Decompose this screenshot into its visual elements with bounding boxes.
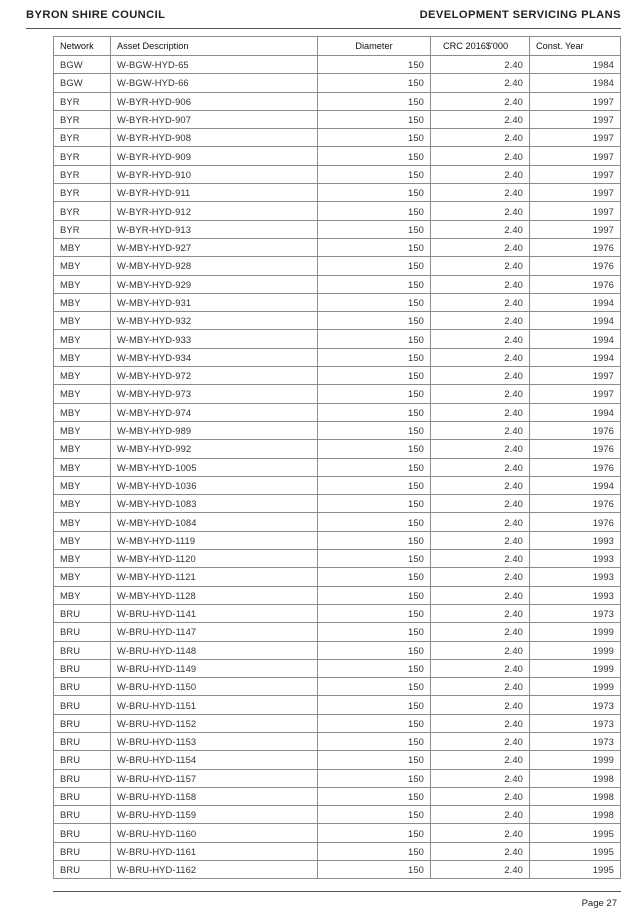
diameter-cell: 150	[318, 787, 431, 805]
table-row	[54, 238, 621, 256]
diameter-cell: 150	[318, 293, 431, 311]
network-cell: BYR	[54, 129, 111, 147]
network-cell: BYR	[54, 220, 111, 238]
table-row	[54, 495, 621, 513]
asset-description-cell: W-BRU-HYD-1162	[111, 861, 318, 879]
table-row	[54, 147, 621, 165]
network-cell: MBY	[54, 257, 111, 275]
crc-cell: 2.40	[431, 769, 530, 787]
network-cell: BGW	[54, 74, 111, 92]
crc-cell: 2.40	[431, 806, 530, 824]
table-row	[54, 440, 621, 458]
diameter-cell: 150	[318, 806, 431, 824]
const-year-cell: 1997	[530, 385, 621, 403]
page-header	[26, 9, 621, 25]
diameter-cell: 150	[318, 56, 431, 74]
network-cell: BRU	[54, 861, 111, 879]
const-year-cell: 1976	[530, 495, 621, 513]
table-body	[54, 56, 621, 879]
table-row	[54, 165, 621, 183]
diameter-cell: 150	[318, 495, 431, 513]
network-cell: BRU	[54, 659, 111, 677]
crc-cell: 2.40	[431, 257, 530, 275]
asset-description-cell: W-BRU-HYD-1152	[111, 714, 318, 732]
diameter-cell: 150	[318, 732, 431, 750]
crc-cell: 2.40	[431, 696, 530, 714]
const-year-cell: 1976	[530, 513, 621, 531]
asset-description-cell: W-BRU-HYD-1151	[111, 696, 318, 714]
asset-description-cell: W-BRU-HYD-1149	[111, 659, 318, 677]
const-year-cell: 1997	[530, 165, 621, 183]
network-cell: BRU	[54, 806, 111, 824]
asset-description-cell: W-MBY-HYD-934	[111, 348, 318, 366]
crc-cell: 2.40	[431, 293, 530, 311]
asset-description-cell: W-MBY-HYD-1036	[111, 476, 318, 494]
table-row	[54, 202, 621, 220]
table-row	[54, 312, 621, 330]
table-row	[54, 550, 621, 568]
diameter-cell: 150	[318, 623, 431, 641]
crc-cell: 2.40	[431, 348, 530, 366]
crc-cell: 2.40	[431, 842, 530, 860]
column-header-diameter: Diameter	[318, 37, 431, 56]
crc-cell: 2.40	[431, 787, 530, 805]
asset-description-cell: W-BRU-HYD-1147	[111, 623, 318, 641]
table-row	[54, 330, 621, 348]
network-cell: MBY	[54, 550, 111, 568]
asset-description-cell: W-BRU-HYD-1141	[111, 604, 318, 622]
diameter-cell: 150	[318, 147, 431, 165]
asset-description-cell: W-MBY-HYD-989	[111, 421, 318, 439]
table-row	[54, 586, 621, 604]
diameter-cell: 150	[318, 74, 431, 92]
table-row	[54, 367, 621, 385]
const-year-cell: 1994	[530, 312, 621, 330]
crc-cell: 2.40	[431, 641, 530, 659]
table-row	[54, 385, 621, 403]
const-year-cell: 1973	[530, 714, 621, 732]
crc-cell: 2.40	[431, 550, 530, 568]
column-header-crc: CRC 2016$'000	[431, 37, 530, 56]
asset-description-cell: W-BYR-HYD-913	[111, 220, 318, 238]
diameter-cell: 150	[318, 257, 431, 275]
diameter-cell: 150	[318, 202, 431, 220]
diameter-cell: 150	[318, 458, 431, 476]
diameter-cell: 150	[318, 348, 431, 366]
table-row	[54, 696, 621, 714]
asset-description-cell: W-BRU-HYD-1157	[111, 769, 318, 787]
const-year-cell: 1999	[530, 751, 621, 769]
asset-description-cell: W-MBY-HYD-932	[111, 312, 318, 330]
const-year-cell: 1993	[530, 586, 621, 604]
crc-cell: 2.40	[431, 238, 530, 256]
crc-cell: 2.40	[431, 714, 530, 732]
crc-cell: 2.40	[431, 165, 530, 183]
asset-description-cell: W-BGW-HYD-65	[111, 56, 318, 74]
network-cell: BRU	[54, 769, 111, 787]
crc-cell: 2.40	[431, 586, 530, 604]
const-year-cell: 1973	[530, 604, 621, 622]
crc-cell: 2.40	[431, 531, 530, 549]
asset-description-cell: W-BRU-HYD-1154	[111, 751, 318, 769]
table-row	[54, 824, 621, 842]
network-cell: MBY	[54, 312, 111, 330]
const-year-cell: 1976	[530, 257, 621, 275]
network-cell: MBY	[54, 458, 111, 476]
table-row	[54, 184, 621, 202]
diameter-cell: 150	[318, 659, 431, 677]
diameter-cell: 150	[318, 165, 431, 183]
crc-cell: 2.40	[431, 623, 530, 641]
diameter-cell: 150	[318, 550, 431, 568]
const-year-cell: 1973	[530, 732, 621, 750]
network-cell: MBY	[54, 586, 111, 604]
network-cell: MBY	[54, 495, 111, 513]
crc-cell: 2.40	[431, 568, 530, 586]
table-row	[54, 769, 621, 787]
crc-cell: 2.40	[431, 732, 530, 750]
council-name: BYRON SHIRE COUNCIL	[26, 9, 166, 21]
document-title: DEVELOPMENT SERVICING PLANS	[419, 9, 621, 21]
table-row	[54, 458, 621, 476]
diameter-cell: 150	[318, 513, 431, 531]
table-row	[54, 275, 621, 293]
asset-description-cell: W-BRU-HYD-1159	[111, 806, 318, 824]
diameter-cell: 150	[318, 440, 431, 458]
const-year-cell: 1995	[530, 861, 621, 879]
const-year-cell: 1976	[530, 440, 621, 458]
network-cell: BRU	[54, 732, 111, 750]
column-header-network: Network	[54, 37, 111, 56]
asset-description-cell: W-BYR-HYD-912	[111, 202, 318, 220]
network-cell: BRU	[54, 604, 111, 622]
const-year-cell: 1976	[530, 275, 621, 293]
table-row	[54, 110, 621, 128]
asset-description-cell: W-MBY-HYD-1128	[111, 586, 318, 604]
asset-description-cell: W-BRU-HYD-1158	[111, 787, 318, 805]
table-row	[54, 513, 621, 531]
crc-cell: 2.40	[431, 129, 530, 147]
table-row	[54, 806, 621, 824]
const-year-cell: 1997	[530, 184, 621, 202]
const-year-cell: 1994	[530, 476, 621, 494]
crc-cell: 2.40	[431, 275, 530, 293]
network-cell: BRU	[54, 751, 111, 769]
const-year-cell: 1994	[530, 293, 621, 311]
table-row	[54, 604, 621, 622]
const-year-cell: 1997	[530, 367, 621, 385]
crc-cell: 2.40	[431, 678, 530, 696]
crc-cell: 2.40	[431, 312, 530, 330]
crc-cell: 2.40	[431, 861, 530, 879]
network-cell: BRU	[54, 824, 111, 842]
crc-cell: 2.40	[431, 147, 530, 165]
const-year-cell: 1976	[530, 421, 621, 439]
const-year-cell: 1993	[530, 531, 621, 549]
diameter-cell: 150	[318, 110, 431, 128]
asset-description-cell: W-BRU-HYD-1153	[111, 732, 318, 750]
network-cell: MBY	[54, 440, 111, 458]
network-cell: BYR	[54, 184, 111, 202]
diameter-cell: 150	[318, 714, 431, 732]
network-cell: BYR	[54, 92, 111, 110]
const-year-cell: 1993	[530, 550, 621, 568]
crc-cell: 2.40	[431, 56, 530, 74]
diameter-cell: 150	[318, 568, 431, 586]
crc-cell: 2.40	[431, 92, 530, 110]
diameter-cell: 150	[318, 476, 431, 494]
asset-description-cell: W-MBY-HYD-1005	[111, 458, 318, 476]
const-year-cell: 1984	[530, 74, 621, 92]
const-year-cell: 1976	[530, 458, 621, 476]
const-year-cell: 1999	[530, 678, 621, 696]
asset-description-cell: W-BGW-HYD-66	[111, 74, 318, 92]
asset-description-cell: W-MBY-HYD-928	[111, 257, 318, 275]
const-year-cell: 1999	[530, 623, 621, 641]
page-number: Page 27	[581, 898, 617, 909]
diameter-cell: 150	[318, 586, 431, 604]
crc-cell: 2.40	[431, 476, 530, 494]
const-year-cell: 1999	[530, 659, 621, 677]
network-cell: BRU	[54, 678, 111, 696]
asset-description-cell: W-MBY-HYD-927	[111, 238, 318, 256]
const-year-cell: 1999	[530, 641, 621, 659]
asset-description-cell: W-MBY-HYD-1084	[111, 513, 318, 531]
crc-cell: 2.40	[431, 513, 530, 531]
diameter-cell: 150	[318, 531, 431, 549]
network-cell: BYR	[54, 147, 111, 165]
asset-description-cell: W-MBY-HYD-931	[111, 293, 318, 311]
crc-cell: 2.40	[431, 184, 530, 202]
diameter-cell: 150	[318, 861, 431, 879]
const-year-cell: 1998	[530, 769, 621, 787]
crc-cell: 2.40	[431, 202, 530, 220]
diameter-cell: 150	[318, 751, 431, 769]
crc-cell: 2.40	[431, 367, 530, 385]
asset-description-cell: W-MBY-HYD-1120	[111, 550, 318, 568]
asset-description-cell: W-BYR-HYD-908	[111, 129, 318, 147]
network-cell: BYR	[54, 202, 111, 220]
network-cell: BRU	[54, 842, 111, 860]
asset-description-cell: W-MBY-HYD-929	[111, 275, 318, 293]
table-row	[54, 56, 621, 74]
network-cell: BRU	[54, 714, 111, 732]
asset-description-cell: W-MBY-HYD-972	[111, 367, 318, 385]
network-cell: BYR	[54, 165, 111, 183]
const-year-cell: 1973	[530, 696, 621, 714]
column-header-asset-description: Asset Description	[111, 37, 318, 56]
footer-divider	[53, 891, 621, 892]
network-cell: BGW	[54, 56, 111, 74]
table-row	[54, 751, 621, 769]
table-row	[54, 476, 621, 494]
crc-cell: 2.40	[431, 604, 530, 622]
network-cell: MBY	[54, 330, 111, 348]
const-year-cell: 1998	[530, 806, 621, 824]
crc-cell: 2.40	[431, 440, 530, 458]
table-row	[54, 293, 621, 311]
network-cell: MBY	[54, 531, 111, 549]
const-year-cell: 1984	[530, 56, 621, 74]
diameter-cell: 150	[318, 184, 431, 202]
const-year-cell: 1997	[530, 147, 621, 165]
asset-description-cell: W-BYR-HYD-910	[111, 165, 318, 183]
asset-description-cell: W-BRU-HYD-1160	[111, 824, 318, 842]
network-cell: MBY	[54, 275, 111, 293]
diameter-cell: 150	[318, 129, 431, 147]
const-year-cell: 1994	[530, 348, 621, 366]
diameter-cell: 150	[318, 367, 431, 385]
crc-cell: 2.40	[431, 403, 530, 421]
crc-cell: 2.40	[431, 421, 530, 439]
asset-table	[53, 36, 621, 879]
network-cell: BRU	[54, 623, 111, 641]
table-row	[54, 732, 621, 750]
asset-description-cell: W-BRU-HYD-1148	[111, 641, 318, 659]
network-cell: MBY	[54, 568, 111, 586]
table-row	[54, 568, 621, 586]
diameter-cell: 150	[318, 421, 431, 439]
table-row	[54, 678, 621, 696]
network-cell: BRU	[54, 696, 111, 714]
table-row	[54, 421, 621, 439]
crc-cell: 2.40	[431, 74, 530, 92]
asset-description-cell: W-MBY-HYD-1121	[111, 568, 318, 586]
asset-description-cell: W-BRU-HYD-1150	[111, 678, 318, 696]
const-year-cell: 1994	[530, 330, 621, 348]
crc-cell: 2.40	[431, 495, 530, 513]
const-year-cell: 1995	[530, 824, 621, 842]
crc-cell: 2.40	[431, 385, 530, 403]
table-row	[54, 129, 621, 147]
network-cell: MBY	[54, 403, 111, 421]
diameter-cell: 150	[318, 641, 431, 659]
crc-cell: 2.40	[431, 110, 530, 128]
network-cell: MBY	[54, 385, 111, 403]
const-year-cell: 1997	[530, 110, 621, 128]
const-year-cell: 1994	[530, 403, 621, 421]
network-cell: MBY	[54, 238, 111, 256]
network-cell: MBY	[54, 367, 111, 385]
crc-cell: 2.40	[431, 824, 530, 842]
const-year-cell: 1997	[530, 220, 621, 238]
asset-description-cell: W-MBY-HYD-992	[111, 440, 318, 458]
const-year-cell: 1997	[530, 92, 621, 110]
table-row	[54, 74, 621, 92]
network-cell: BRU	[54, 787, 111, 805]
table-header-row	[54, 37, 621, 56]
const-year-cell: 1993	[530, 568, 621, 586]
diameter-cell: 150	[318, 696, 431, 714]
diameter-cell: 150	[318, 312, 431, 330]
diameter-cell: 150	[318, 385, 431, 403]
diameter-cell: 150	[318, 238, 431, 256]
crc-cell: 2.40	[431, 751, 530, 769]
diameter-cell: 150	[318, 769, 431, 787]
network-cell: MBY	[54, 293, 111, 311]
table-row	[54, 220, 621, 238]
table-row	[54, 861, 621, 879]
table-row	[54, 787, 621, 805]
const-year-cell: 1995	[530, 842, 621, 860]
table-row	[54, 257, 621, 275]
table-row	[54, 623, 621, 641]
table-row	[54, 92, 621, 110]
network-cell: MBY	[54, 421, 111, 439]
network-cell: MBY	[54, 513, 111, 531]
asset-description-cell: W-MBY-HYD-1119	[111, 531, 318, 549]
diameter-cell: 150	[318, 92, 431, 110]
table-row	[54, 659, 621, 677]
table-row	[54, 531, 621, 549]
asset-description-cell: W-BYR-HYD-907	[111, 110, 318, 128]
diameter-cell: 150	[318, 403, 431, 421]
crc-cell: 2.40	[431, 220, 530, 238]
column-header-const-year: Const. Year	[530, 37, 621, 56]
asset-description-cell: W-MBY-HYD-933	[111, 330, 318, 348]
diameter-cell: 150	[318, 678, 431, 696]
asset-description-cell: W-MBY-HYD-1083	[111, 495, 318, 513]
asset-description-cell: W-BYR-HYD-911	[111, 184, 318, 202]
network-cell: MBY	[54, 348, 111, 366]
asset-description-cell: W-MBY-HYD-974	[111, 403, 318, 421]
const-year-cell: 1997	[530, 129, 621, 147]
diameter-cell: 150	[318, 842, 431, 860]
table-row	[54, 641, 621, 659]
diameter-cell: 150	[318, 824, 431, 842]
network-cell: BRU	[54, 641, 111, 659]
crc-cell: 2.40	[431, 458, 530, 476]
network-cell: MBY	[54, 476, 111, 494]
table-row	[54, 714, 621, 732]
diameter-cell: 150	[318, 275, 431, 293]
asset-description-cell: W-BYR-HYD-909	[111, 147, 318, 165]
diameter-cell: 150	[318, 604, 431, 622]
diameter-cell: 150	[318, 330, 431, 348]
asset-description-cell: W-MBY-HYD-973	[111, 385, 318, 403]
diameter-cell: 150	[318, 220, 431, 238]
asset-description-cell: W-BYR-HYD-906	[111, 92, 318, 110]
const-year-cell: 1976	[530, 238, 621, 256]
table-row	[54, 842, 621, 860]
asset-description-cell: W-BRU-HYD-1161	[111, 842, 318, 860]
crc-cell: 2.40	[431, 659, 530, 677]
network-cell: BYR	[54, 110, 111, 128]
table-row	[54, 403, 621, 421]
header-divider	[26, 28, 621, 29]
table-row	[54, 348, 621, 366]
const-year-cell: 1998	[530, 787, 621, 805]
crc-cell: 2.40	[431, 330, 530, 348]
const-year-cell: 1997	[530, 202, 621, 220]
